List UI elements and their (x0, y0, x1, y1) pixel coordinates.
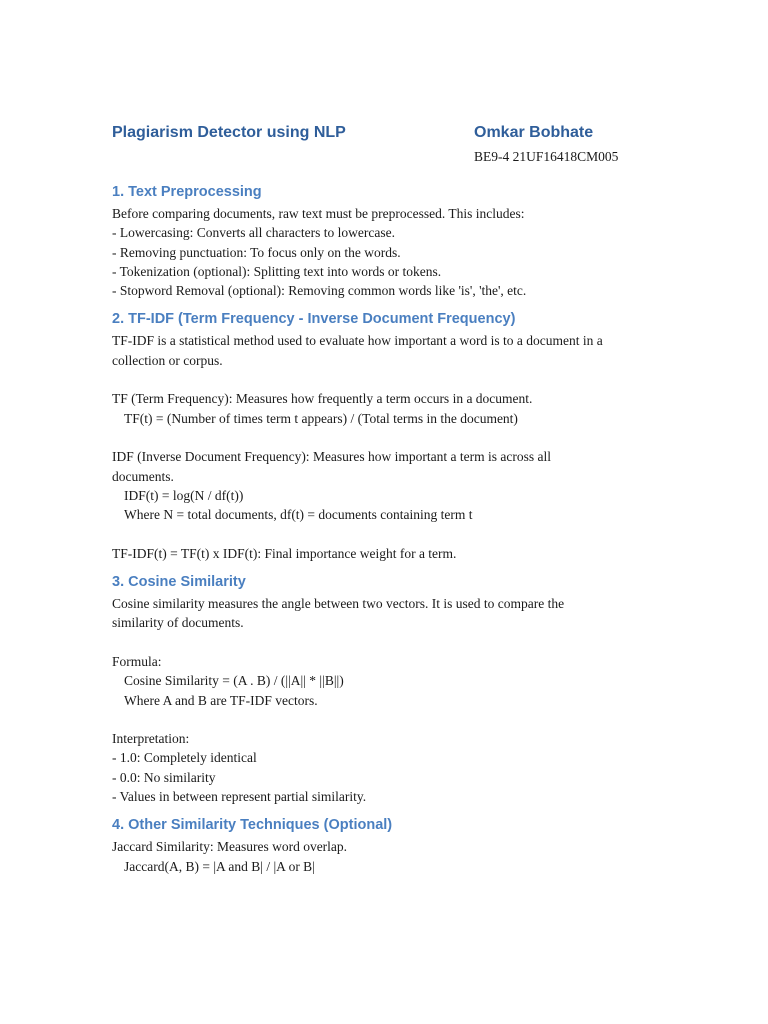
document-title: Plagiarism Detector using NLP (112, 124, 346, 141)
section-heading-text-preprocessing: 1. Text Preprocessing (112, 184, 262, 200)
formula-line: Jaccard(A, B) = |A and B| / |A or B| (124, 858, 315, 874)
list-item: - Values in between represent partial similarity. (112, 789, 367, 805)
paragraph-line: TF (Term Frequency): Measures how frequently a term occurs in a document. (112, 391, 533, 407)
formula-line: Where A and B are TF-IDF vectors. (124, 692, 318, 708)
author-name: Omkar Bobhate (474, 124, 594, 141)
list-item: - 1.0: Completely identical (112, 750, 257, 766)
paragraph-line: IDF (Inverse Document Frequency): Measures how important a term is across all (112, 449, 552, 465)
list-item: - Tokenization (optional): Splitting text into words or tokens. (112, 263, 442, 279)
paragraph-line: Interpretation: (112, 731, 190, 747)
list-item: - Lowercasing: Converts all characters to lowercase. (112, 225, 396, 241)
formula-line: TF(t) = (Number of times term t appears) / (Total terms in the document) (124, 410, 518, 426)
paragraph-line: Jaccard Similarity: Measures word overlap. (112, 839, 348, 855)
section-heading-other-techniques: 4. Other Similarity Techniques (Optional) (112, 817, 393, 834)
section-heading-tf-idf: 2. TF-IDF (Term Frequency - Inverse Document Frequency) (112, 311, 516, 328)
formula-line: IDF(t) = log(N / df(t)) (124, 487, 244, 503)
document-body (112, 180, 672, 876)
paragraph-line: TF-IDF is a statistical method used to evaluate how important a word is to a document in a (112, 333, 603, 349)
paragraph-line: similarity of documents. (112, 615, 244, 631)
section-heading-cosine-similarity: 3. Cosine Similarity (112, 574, 246, 591)
formula-line: Cosine Similarity = (A . B) / (||A|| * ||B||) (124, 673, 344, 689)
paragraph-line: collection or corpus. (112, 352, 223, 368)
paragraph-line: documents. (112, 468, 174, 484)
list-item: - Stopword Removal (optional): Removing common words like 'is', 'the', etc. (112, 283, 527, 299)
roll-number: BE9-4 21UF16418CM005 (474, 149, 619, 164)
formula-line: Where N = total documents, df(t) = documents containing term t (124, 507, 473, 523)
list-item: - 0.0: No similarity (112, 769, 216, 785)
paragraph-line: Cosine similarity measures the angle between two vectors. It is used to compare the (112, 596, 565, 612)
paragraph-line: TF-IDF(t) = TF(t) x IDF(t): Final importance weight for a term. (112, 545, 457, 561)
paragraph-line: Formula: (112, 653, 162, 669)
paragraph-line: Before comparing documents, raw text must be preprocessed. This includes: (112, 206, 525, 221)
list-item: - Removing punctuation: To focus only on the words. (112, 244, 401, 260)
